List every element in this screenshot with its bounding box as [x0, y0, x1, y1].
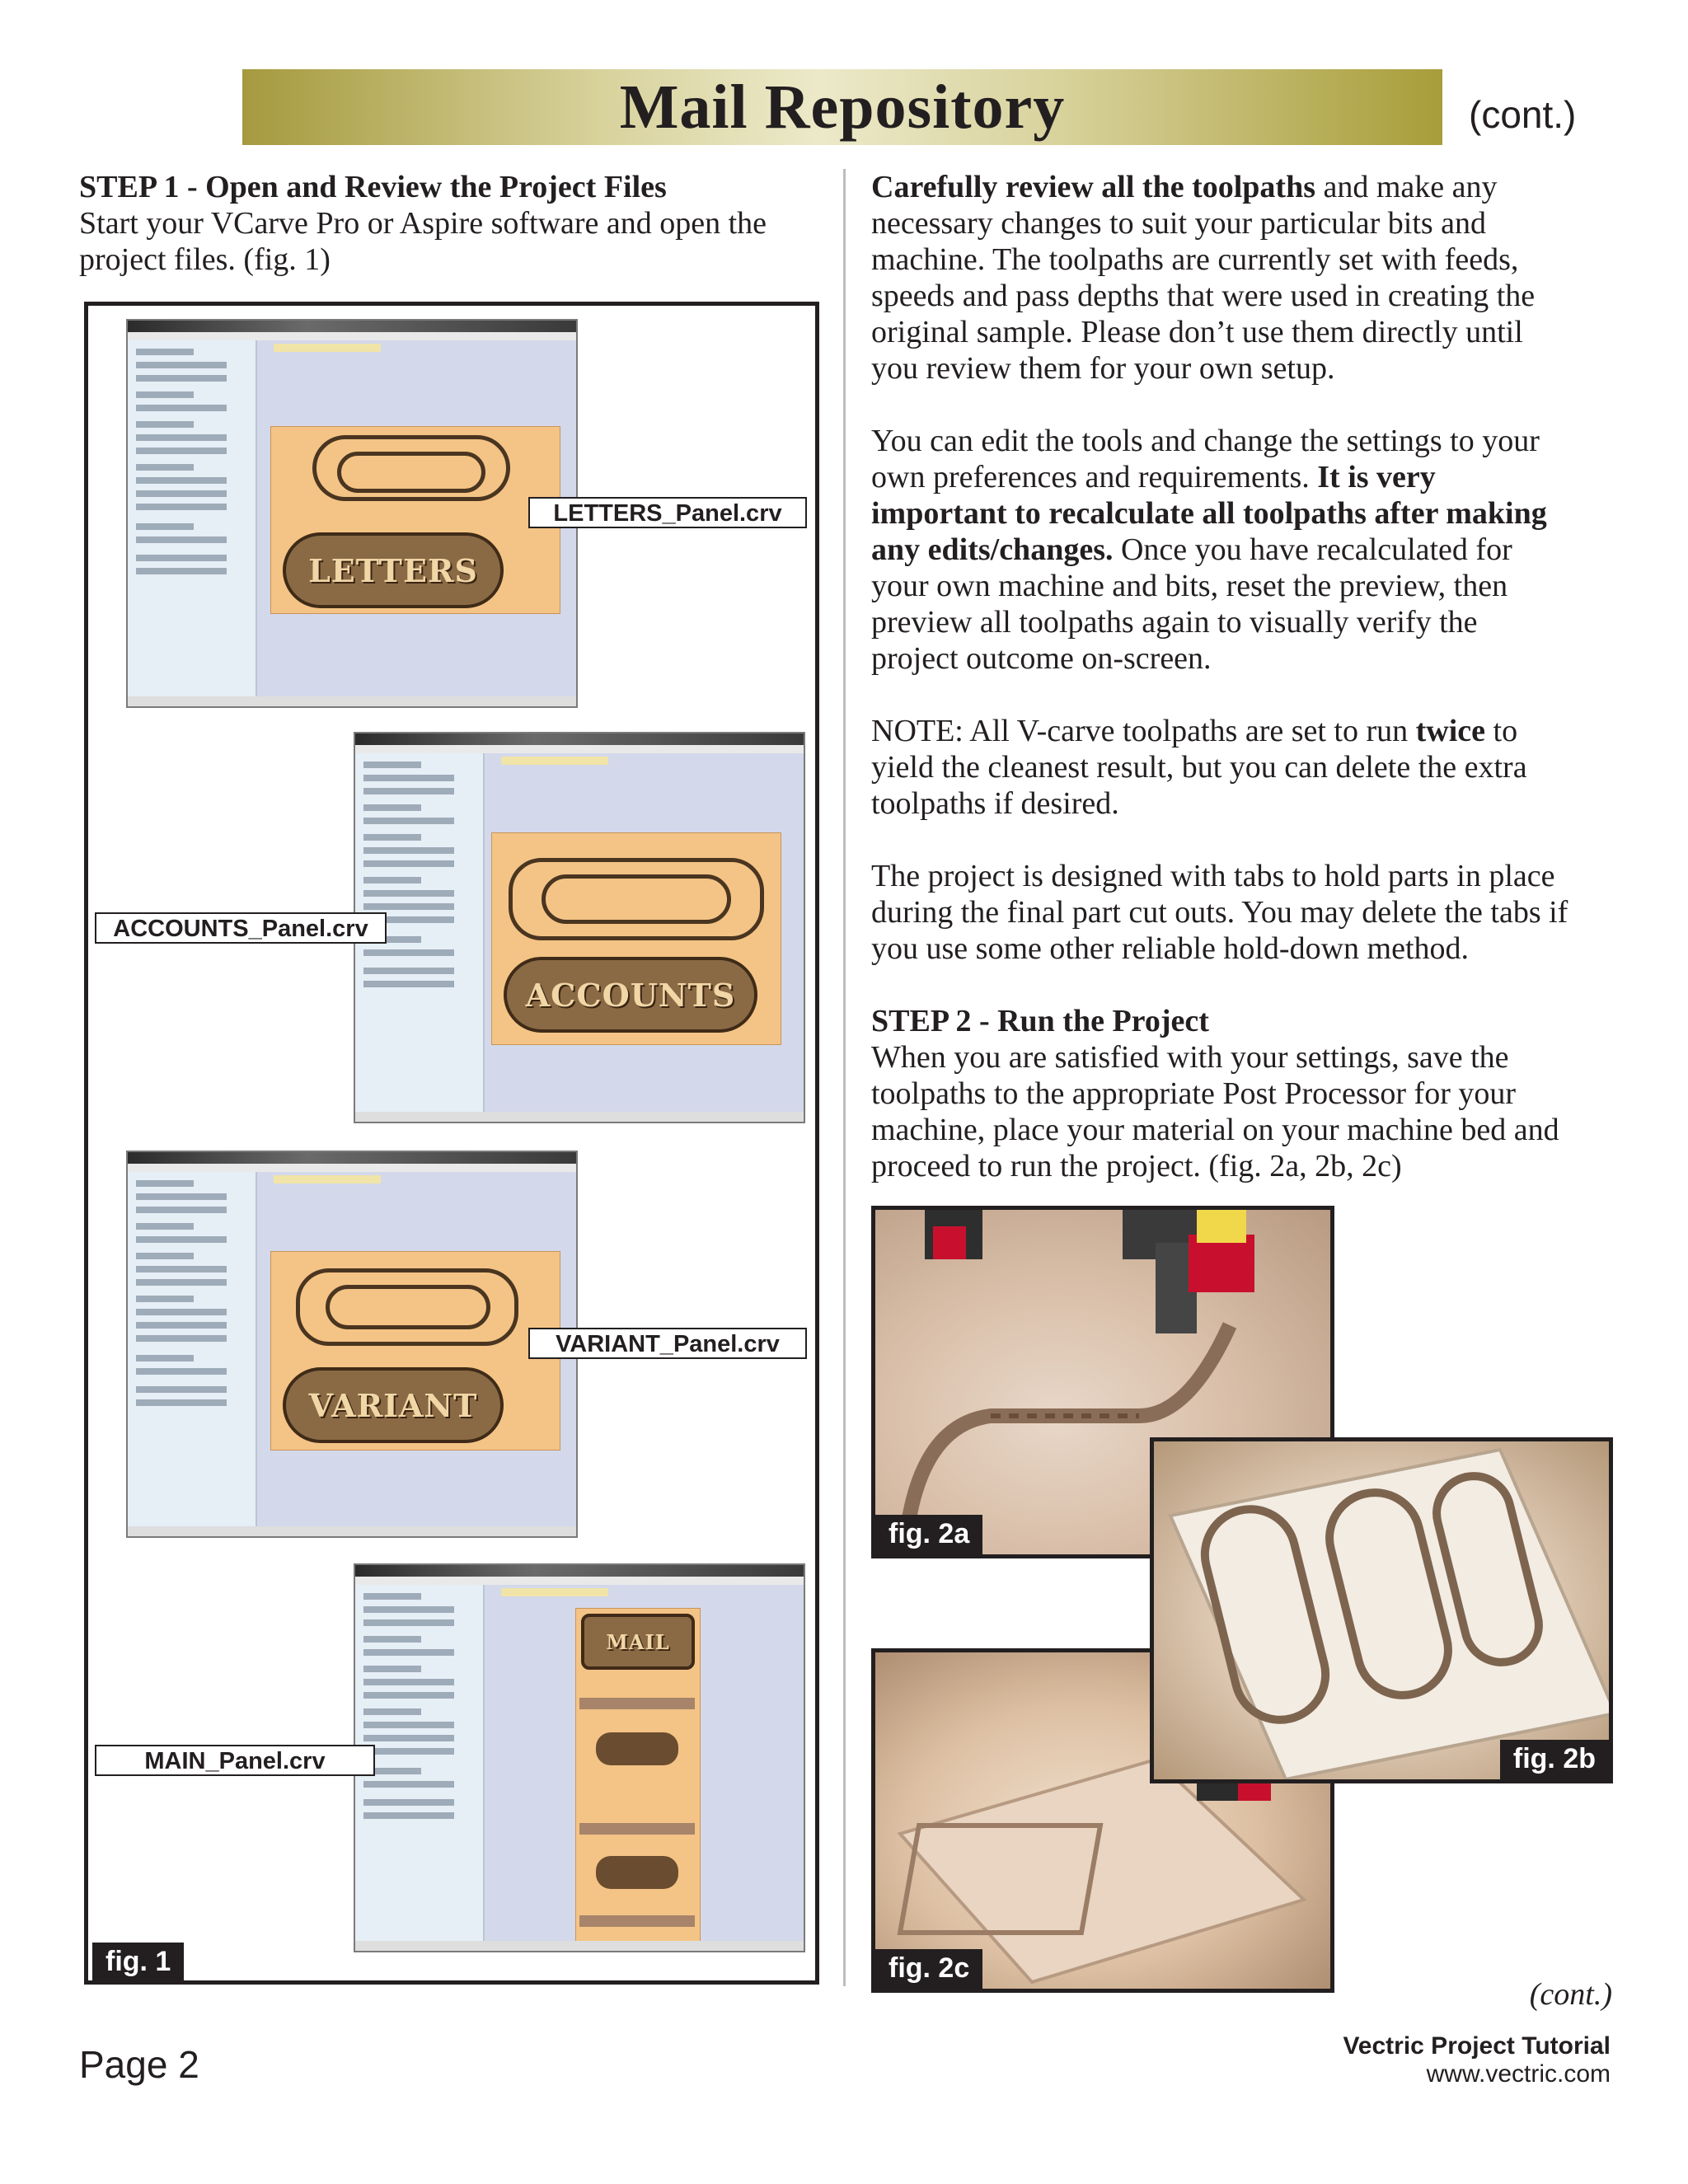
body-line: speeds and pass depths that were used in creating the	[871, 279, 1536, 313]
window-titlebar	[128, 321, 576, 332]
page-number: Page 2	[79, 2043, 199, 2086]
body-line: during the final part cut outs. You may delete the tabs if	[871, 895, 1568, 930]
panel-preview	[491, 832, 781, 1045]
engraved-plate	[581, 1614, 695, 1670]
body-line: you review them for your own setup.	[871, 351, 1335, 386]
engraved-plate	[504, 957, 757, 1033]
body-line: toolpaths if desired.	[871, 786, 1119, 821]
status-bar	[355, 1941, 804, 1951]
3d-view-area	[485, 753, 804, 1112]
cutout-loop	[542, 874, 731, 924]
software-screenshot	[126, 319, 578, 708]
panel-preview	[270, 1251, 560, 1451]
figure-1	[84, 302, 819, 1985]
status-bar	[128, 696, 576, 706]
figure-label: fig. 1	[92, 1943, 184, 1982]
figure-label: fig. 2b	[1500, 1740, 1609, 1779]
engraved-plate	[283, 532, 504, 608]
file-label-main: MAIN_Panel.crv	[95, 1745, 375, 1776]
file-label-letters: LETTERS_Panel.crv	[528, 497, 807, 528]
body-line: any edits/changes. Once you have recalculated for	[871, 532, 1512, 567]
engraved-word: VARIANT	[308, 1386, 478, 1424]
window-titlebar	[355, 1565, 804, 1577]
body-line: NOTE: All V-carve toolpaths are set to run twice to	[871, 714, 1518, 748]
software-screenshot	[354, 1563, 805, 1952]
engraved-word: MAIL	[606, 1629, 670, 1654]
3d-view-area	[485, 1585, 804, 1941]
status-bar	[355, 1112, 804, 1122]
column-divider	[843, 169, 846, 1986]
page-title: Mail Repository	[619, 73, 1066, 142]
window-titlebar	[128, 1152, 576, 1164]
photo-illustration	[1154, 1441, 1613, 1783]
step2-heading: STEP 2 - Run the Project	[871, 1004, 1209, 1038]
footer-brand: Vectric Project Tutorial	[1343, 2032, 1611, 2060]
body-line: yield the cleanest result, but you can delete the extra	[871, 750, 1527, 785]
cutout-loop	[326, 1285, 490, 1329]
figure-label: fig. 2c	[875, 1949, 982, 1989]
body-line: necessary changes to suit your particular bits and	[871, 206, 1487, 241]
drawing-tab-panel	[128, 340, 257, 696]
body-line: original sample. Please don’t use them directly until	[871, 315, 1523, 349]
body-line: project outcome on-screen.	[871, 641, 1212, 676]
continued-tag: (cont.)	[1469, 93, 1577, 136]
continued-note: (cont.)	[1529, 1977, 1612, 2012]
body-line: You can edit the tools and change the settings to your	[871, 424, 1540, 458]
software-screenshot	[126, 1151, 578, 1538]
engraved-word: ACCOUNTS	[525, 976, 736, 1014]
body-line: When you are satisfied with your settings, save the	[871, 1040, 1509, 1075]
window-titlebar	[355, 733, 804, 745]
drawing-tab-panel	[128, 1172, 257, 1526]
body-line: important to recalculate all toolpaths after making	[871, 496, 1547, 531]
body-line: own preferences and requirements. It is very	[871, 460, 1436, 494]
body-line: proceed to run the project. (fig. 2a, 2b, 2c)	[871, 1149, 1402, 1183]
step1-heading: STEP 1 - Open and Review the Project Files	[79, 170, 667, 204]
step1-text-line: project files. (fig. 1)	[79, 242, 331, 277]
file-label-variant: VARIANT_Panel.crv	[528, 1328, 807, 1359]
software-screenshot	[354, 732, 805, 1123]
body-line: machine, place your material on your machine bed and	[871, 1113, 1559, 1147]
engraved-plate	[283, 1367, 504, 1443]
figure-label: fig. 2a	[875, 1515, 982, 1554]
cutout-loop	[337, 452, 485, 493]
panel-preview	[270, 426, 560, 614]
body-line: you use some other reliable hold-down method.	[871, 931, 1470, 966]
body-line: The project is designed with tabs to hold parts in place	[871, 859, 1555, 893]
body-line: machine. The toolpaths are currently set with feeds,	[871, 242, 1519, 277]
step1-text-line: Start your VCarve Pro or Aspire software and open the	[79, 206, 767, 241]
engraved-word: LETTERS	[308, 551, 478, 589]
left-column	[79, 169, 821, 278]
body-line: Carefully review all the toolpaths and make any	[871, 170, 1498, 204]
body-line: toolpaths to the appropriate Post Processor for your	[871, 1076, 1517, 1111]
photo-finished-panel	[1150, 1437, 1613, 1783]
right-column	[871, 169, 1629, 1184]
file-label-accounts: ACCOUNTS_Panel.crv	[95, 912, 387, 944]
body-line: preview all toolpaths again to visually verify the	[871, 605, 1478, 640]
status-bar	[128, 1526, 576, 1536]
title-banner	[242, 69, 1442, 145]
panel-preview	[575, 1608, 701, 1944]
body-line: your own machine and bits, reset the preview, then	[871, 569, 1508, 603]
footer-url[interactable]: www.vectric.com	[1426, 2060, 1611, 2088]
